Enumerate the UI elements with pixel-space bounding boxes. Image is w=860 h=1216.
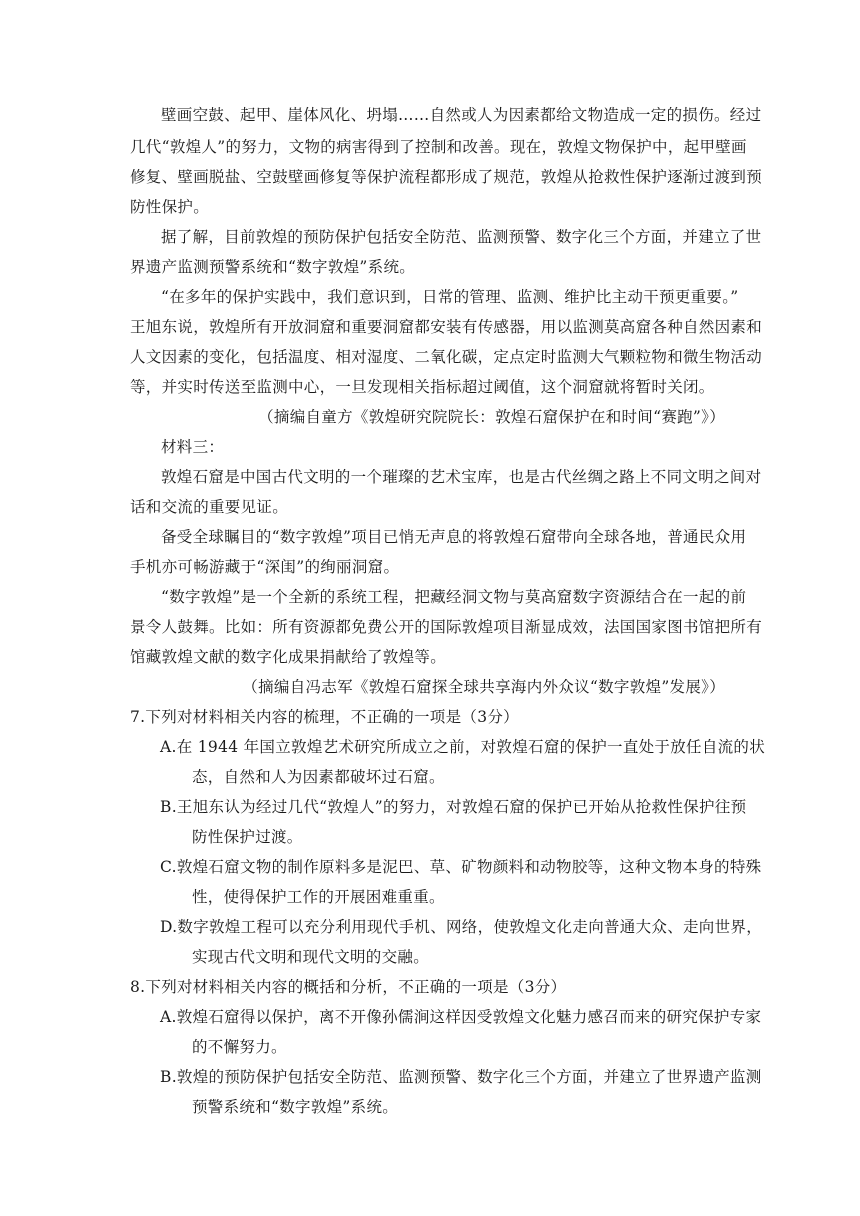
paragraph-line: 备受全球瞩目的“数字敦煌”项目已悄无声息的将敦煌石窟带向全球各地，普通民众用: [161, 528, 747, 546]
question-8-option-a-cont: 的不懈努力。: [192, 1038, 287, 1056]
paragraph-line: 馆藏敦煌文献的数字化成果捐献给了敦煌等。: [130, 648, 447, 666]
quote-line: “在多年的保护实践中，我们意识到，日常的管理、监测、维护比主动干预更重要。”: [161, 288, 739, 306]
paragraph-line: 话和交流的重要见证。: [130, 498, 289, 516]
paragraph-line: 景令人鼓舞。比如：所有资源都免费公开的国际敦煌项目渐显成效，法国国家图书馆把所有: [130, 618, 763, 636]
question-7-option-a: A.在 1944 年国立敦煌艺术研究所成立之前，对敦煌石窟的保护一直处于放任自流的状: [160, 738, 766, 756]
paragraph-line: 壁画空鼓、起甲、崖体风化、坍塌……自然或人为因素都给文物造成一定的损伤。经过: [161, 106, 762, 124]
paragraph-line: 敦煌石窟是中国古代文明的一个璀璨的艺术宝库，也是古代丝绸之路上不同文明之间对: [161, 468, 762, 486]
paragraph-line: 防性保护。: [130, 198, 210, 216]
question-8-option-a: A.敦煌石窟得以保护，离不开像孙儒涧这样因受敦煌文化魅力感召而来的研究保护专家: [160, 1008, 762, 1026]
paragraph-line: 人文因素的变化，包括温度、相对湿度、二氧化碳，定点定时监测大气颗粒物和微生物活动: [130, 348, 763, 366]
paragraph-line: 据了解，目前敦煌的预防保护包括安全防范、监测预警、数字化三个方面，并建立了世: [161, 228, 762, 246]
paragraph-line: 手机亦可畅游藏于“深闺”的绚丽洞窟。: [130, 558, 400, 576]
question-7-option-b-cont: 防性保护过渡。: [192, 828, 303, 846]
question-7-option-d-cont: 实现古代文明和现代文明的交融。: [192, 948, 430, 966]
question-8-option-b-cont: 预警系统和“数字敦煌”系统。: [192, 1098, 399, 1116]
source-citation: （摘编自冯志军《敦煌石窟探全球共享海内外众议“数字敦煌”发展》）: [242, 678, 725, 696]
question-7-option-b: B.王旭东认为经过几代“敦煌人”的努力，对敦煌石窟的保护已开始从抢救性保护往预: [160, 798, 747, 816]
section-heading: 材料三：: [161, 438, 225, 456]
paragraph-line: 几代“敦煌人”的努力，文物的病害得到了控制和改善。现在，敦煌文物保护中，起甲壁画: [130, 138, 747, 156]
paragraph-line: 王旭东说，敦煌所有开放洞窟和重要洞窟都安装有传感器，用以监测莫高窟各种自然因素和: [130, 318, 763, 336]
paragraph-line: 修复、壁画脱盐、空鼓壁画修复等保护流程都形成了规范，敦煌从抢救性保护逐渐过渡到预: [130, 168, 763, 186]
paragraph-line: “数字敦煌”是一个全新的系统工程，把藏经洞文物与莫高窟数字资源结合在一起的前: [161, 588, 747, 606]
paragraph-line: 等，并实时传送至监测中心，一旦发现相关指标超过阈值，这个洞窟就将暂时关闭。: [130, 378, 715, 396]
question-8-option-b: B.敦煌的预防保护包括安全防范、监测预警、数字化三个方面，并建立了世界遗产监测: [160, 1068, 762, 1086]
question-7: 7.下列对材料相关内容的梳理，不正确的一项是（3分）: [130, 708, 519, 726]
paragraph-line: 界遗产监测预警系统和“数字敦煌”系统。: [130, 258, 416, 276]
source-citation: （摘编自童方《敦煌研究院院长：敦煌石窟保护在和时间“赛跑”》）: [258, 408, 725, 426]
question-7-option-c: C.敦煌石窟文物的制作原料多是泥巴、草、矿物颜料和动物胶等，这种文物本身的特殊: [160, 858, 762, 876]
question-7-option-d: D.数字敦煌工程可以充分利用现代手机、网络，使敦煌文化走向普通大众、走向世界，: [160, 918, 763, 936]
question-7-option-a-cont: 态，自然和人为因素都破坏过石窟。: [192, 768, 445, 786]
question-8: 8.下列对材料相关内容的概括和分析，不正确的一项是（3分）: [130, 978, 567, 996]
question-7-option-c-cont: 性，使得保护工作的开展困难重重。: [192, 888, 445, 906]
